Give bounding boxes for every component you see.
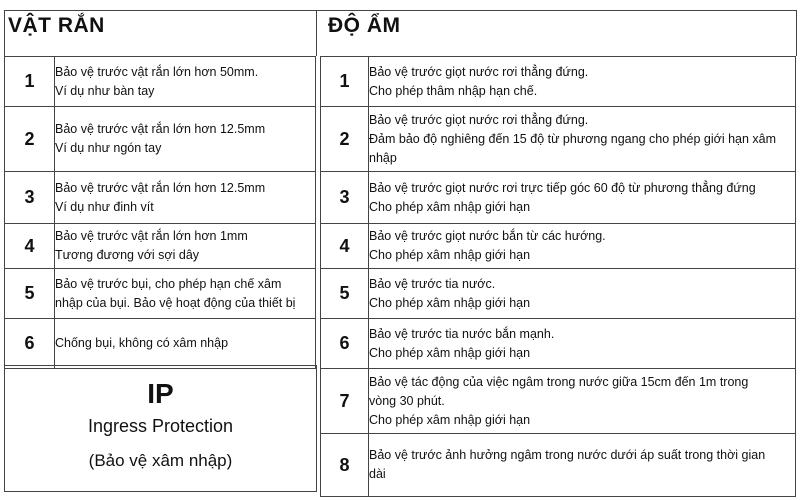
moisture-row-7	[321, 369, 796, 434]
moisture-description-line: Bảo vệ tác động của việc ngâm trong nước giữa 15cm đến 1m trong	[369, 374, 749, 389]
moisture-level-description	[369, 319, 796, 369]
moisture-row-4	[321, 224, 796, 269]
moisture-level-description	[369, 224, 796, 269]
moisture-row-6	[321, 319, 796, 369]
moisture-description-line: Bảo vệ trước giọt nước rơi thẳng đứng.	[369, 64, 589, 79]
solid-level-description	[55, 224, 316, 269]
solid-row-6	[5, 319, 316, 369]
ip-note: (Bảo vệ xâm nhập)	[88, 451, 233, 470]
moisture-description-line: Cho phép xâm nhập giới hạn	[369, 248, 531, 262]
solid-level-description	[55, 172, 316, 224]
solid-description-line: Ví dụ như ngón tay	[55, 141, 162, 155]
solid-table	[4, 56, 316, 369]
moisture-level-number: 6	[321, 319, 369, 369]
moisture-description-line: dài	[369, 467, 386, 481]
moisture-level-number: 8	[321, 434, 369, 497]
solid-row-3	[5, 172, 316, 224]
moisture-level-description	[369, 107, 796, 172]
moisture-row-3	[321, 172, 796, 224]
moisture-level-number: 3	[321, 172, 369, 224]
solid-description-line: Bảo vệ trước vật rắn lớn hơn 50mm.	[55, 64, 259, 79]
moisture-description-line: nhập	[369, 150, 397, 165]
moisture-description-line: Bảo vệ trước giọt nước bắn từ các hướng.	[369, 229, 606, 243]
moisture-description-line: Cho phép xâm nhập giới hạn	[369, 295, 531, 310]
moisture-level-description	[369, 57, 796, 107]
solid-row-1	[5, 57, 316, 107]
moisture-level-number: 7	[321, 369, 369, 434]
moisture-description-line: Bảo vệ trước ảnh hưởng ngâm trong nước dưới áp suất trong thời gian	[369, 448, 766, 462]
moisture-row-1	[321, 57, 796, 107]
solid-level-number: 5	[5, 269, 55, 319]
solid-row-4	[5, 224, 316, 269]
moisture-level-description	[369, 434, 796, 497]
moisture-description-line: Cho phép thâm nhập hạn chế.	[369, 83, 538, 98]
moisture-level-description	[369, 269, 796, 319]
moisture-row-8	[321, 434, 796, 497]
header-right-border	[796, 10, 797, 56]
moisture-level-number: 4	[321, 224, 369, 269]
moisture-row-2	[321, 107, 796, 172]
header-divider	[316, 10, 317, 56]
moisture-description-line: Cho phép xâm nhập giới hạn	[369, 412, 531, 427]
moisture-table	[320, 56, 796, 497]
solid-level-number: 1	[5, 57, 55, 107]
moisture-description-line: Cho phép xâm nhập giới hạn	[369, 199, 531, 214]
solid-row-5	[5, 269, 316, 319]
ip-title: IP	[147, 378, 174, 409]
solid-level-description	[55, 319, 316, 369]
solid-description-line: Tương đương với sợi dây	[55, 248, 200, 262]
moisture-level-number: 5	[321, 269, 369, 319]
moisture-level-number: 2	[321, 107, 369, 172]
solid-description-line: Bảo vệ trước vật rắn lớn hơn 12.5mm	[55, 180, 266, 195]
moisture-description-line: Bảo vệ trước giọt nước rơi trực tiếp góc 60 độ từ phương thẳng đứng	[369, 180, 756, 195]
moisture-header: ĐỘ ẨM	[328, 14, 401, 37]
moisture-description-line: Cho phép xâm nhập giới hạn	[369, 345, 531, 360]
moisture-level-description	[369, 172, 796, 224]
solid-description-line: Bảo vệ trước vật rắn lớn hơn 1mm	[55, 229, 248, 243]
solid-description-line: nhập của bụi. Bảo vệ hoạt động của thiết bị	[55, 295, 296, 310]
solid-level-number: 3	[5, 172, 55, 224]
moisture-description-line: Bảo vệ trước tia nước.	[369, 276, 496, 291]
solid-description-line: Ví dụ như bàn tay	[55, 83, 155, 98]
solid-level-description	[55, 57, 316, 107]
ip-subtitle: Ingress Protection	[87, 416, 234, 436]
moisture-description-line: vòng 30 phút.	[369, 393, 445, 408]
ip-legend-box	[4, 365, 317, 492]
moisture-level-number: 1	[321, 57, 369, 107]
solid-level-number: 4	[5, 224, 55, 269]
solid-description-line: Bảo vệ trước vật rắn lớn hơn 12.5mm	[55, 122, 266, 136]
solid-header: VẬT RẮN	[8, 14, 105, 37]
moisture-level-description	[369, 369, 796, 434]
solid-level-description	[55, 269, 316, 319]
solid-row-2	[5, 107, 316, 172]
solid-description-line: Ví dụ như đinh vít	[55, 199, 154, 214]
solid-description-line: Chống bụi, không có xâm nhập	[55, 336, 229, 350]
solid-level-number: 6	[5, 319, 55, 369]
moisture-description-line: Bảo vệ trước giọt nước rơi thẳng đứng.	[369, 112, 589, 127]
moisture-description-line: Đảm bảo độ nghiêng đến 15 độ từ phương ngang cho phép giới hạn xâm	[369, 131, 777, 146]
header-top-border	[4, 10, 796, 11]
solid-level-description	[55, 107, 316, 172]
moisture-row-5	[321, 269, 796, 319]
solid-description-line: Bảo vệ trước bụi, cho phép hạn chế xâm	[55, 276, 282, 291]
solid-level-number: 2	[5, 107, 55, 172]
header-left-border	[4, 10, 5, 56]
moisture-description-line: Bảo vệ trước tia nước bắn mạnh.	[369, 326, 555, 341]
